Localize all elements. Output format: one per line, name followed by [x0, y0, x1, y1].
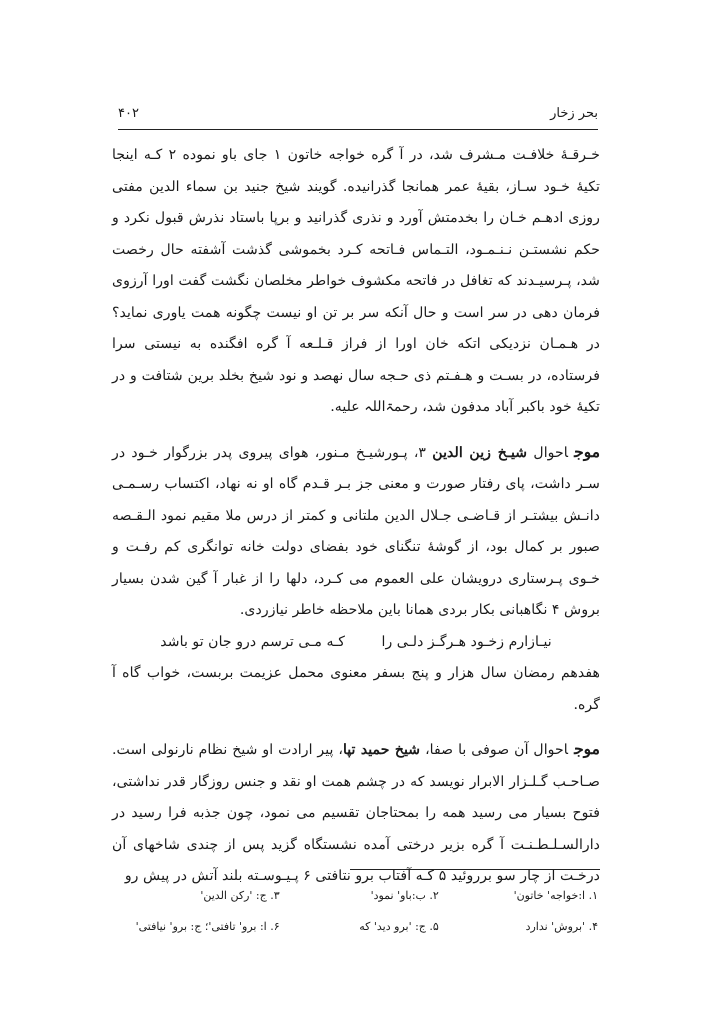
section-marker: موج [574, 441, 601, 461]
footnote: ۴. 'بروش' ندارد [525, 920, 598, 933]
paragraph-4-intro: احوال آن صوفی با صفا، [420, 742, 569, 758]
footnote: ۳. ج: 'رکن الدین' [200, 889, 280, 902]
paragraph-4-text: ، پیر ارادت او شیخ نظام نارنولی است. صـاحـب گـلـزار الابرار نویسد که در چشم همت او نقد و جنس روزگار قدر نداشتی، فتوح بسیار می رسید همه را بمحتاجان تقسیم می نمود، چون جذبه فرا رسید در دارالسـلـطـنـت آ گره بزیر درختی آمده نشستگاه گزید پس از چندی شاخهای آن درخـت از چار سو برروئید ۵ کـه آفتاب برو نتافتی ۶ پـیـوسـته بلند آتش در پیش رو [112, 742, 600, 884]
section-marker: موج [574, 739, 600, 758]
page-header [118, 106, 598, 128]
footnote: ۵. ج: 'برو دید' که [359, 920, 439, 933]
footnote-row [120, 880, 598, 911]
paragraph-1: خـرقـهٔ خلافـت مـشرف شد، در آ گره خواجه خاتون ۱ جای باو نموده ۲ کـه اینجا تکیهٔ خـود سـاز، بقیهٔ عمر همانجا گذرانیده. گویند شیخ جنید بن سماء الدین مفتی روزی ادهـم خـان را بخدمتش آورد و نذری گذرانید و برپا باستاد نذرش قبول نکرد و حکم نشستـن نـنـمـود، التـماس فـاتحه کـرد بخموشی گذشت آشفته حال رخصت شد، پـرسیـدند که تغافل در فاتحه مکشوف خواطر مخلصان نگشت گفت اورا آرزوی فرمان دهی در سر است و حال آنکه سر بر تن او نیست چگونه همت یاوری نماید؟ در هـمـان نزدیکی اتکه خان اورا از فراز قـلـعه آ گره افگنده به نیستی سرا فرستاده، در بسـت و هـفـتم ذی حـجه سال نهصد و نود شیخ بخلد برین شتافت و در تکیهٔ خود باکبر آباد مدفون شد، رحمۃاللہ علیه. [112, 147, 600, 415]
footnote: ۶. ا: برو' تافتی'؛ ج: برو' نیافتی' [135, 920, 280, 933]
footnote-row [120, 911, 598, 942]
header-rule [118, 129, 598, 130]
paragraph-2-text: ۳، پـورشیـخ مـنور، هوای پیروی پدر بزرگوار خـود در سـر داشت، پای رفتار صورت و معنی جز بـر قـدم گاه او نه نهاد، اکتساب رسـمـی دانـش بیشتـر از قـاضـی جـلال الدین ملتانی و کمتر از درس ملا مقیم نمود الـقـصه صبور بر کمال بود، از گوشهٔ تنگنای خود بفضای دولت خانه توانگری کم رفـت و خـوی پـرستاری درویشان علی العموم می کـرد، دلها را از غبار آ گین شدن بسیار بروش ۴ نگاهبانی بکار بردی همانا باین ملاحظه خاطر نیازردی. [112, 444, 600, 618]
verse-couplet [112, 627, 600, 659]
paragraph-2 [112, 436, 600, 627]
footnote: ۱. ا:خواجه' خاتون' [513, 889, 598, 902]
verse-hemistich-2: کـه مـی ترسم درو جان تو باشد [160, 633, 345, 650]
paragraph-3: هفدهم رمضان سال هزار و پنج بسفر معنوی محمل عزیمت بربست، خواب گاه آ گره. [112, 665, 600, 713]
subject-name: شیـخ زین الدین [432, 444, 528, 461]
subject-name: شیخ حمید تپا [342, 742, 421, 758]
main-text [112, 140, 600, 893]
verse-hemistich-1: نیـازارم زخـود هـرگـز دلـی را [381, 633, 552, 650]
footnotes [120, 880, 598, 942]
footnote: ۲. ب:باو' نمود' [370, 889, 439, 902]
footnote-rule [350, 869, 600, 870]
paragraph-2-intro: احوال [527, 444, 569, 461]
running-title: بحر زخار [550, 106, 598, 121]
page-number: ۴۰۲ [118, 106, 139, 121]
